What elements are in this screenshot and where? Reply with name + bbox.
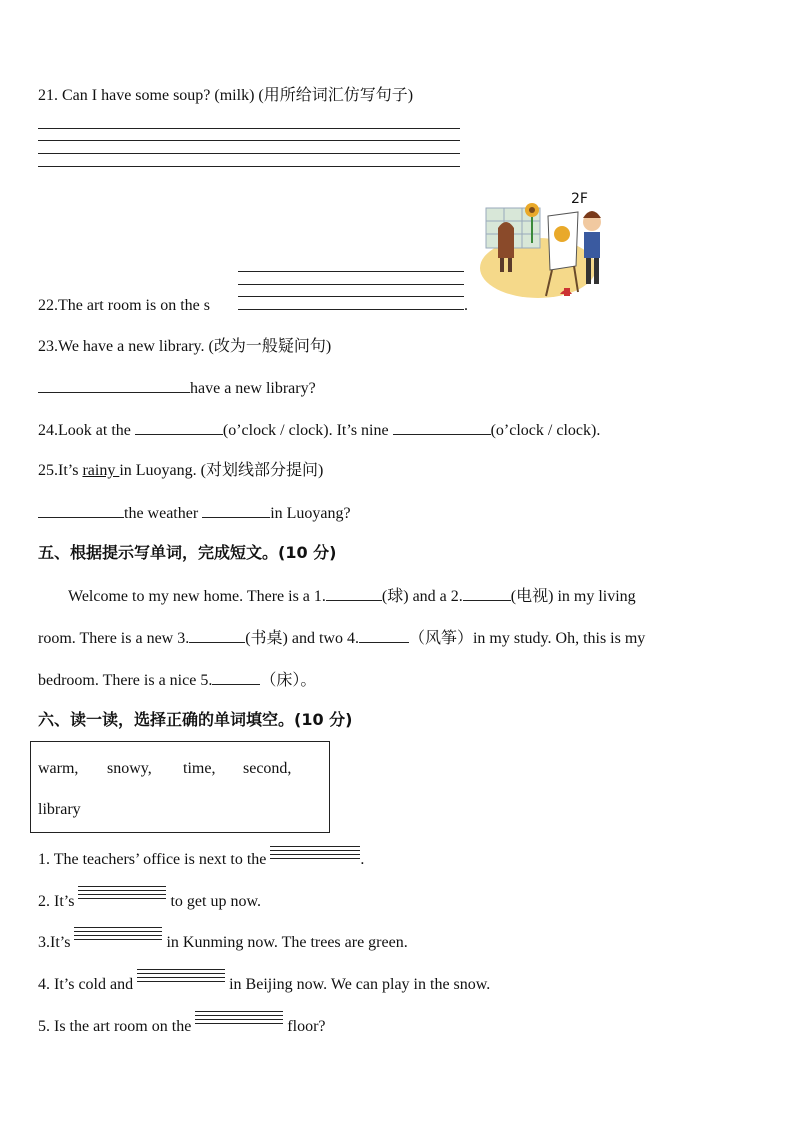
sec6-item-text: 5. Is the art room on the <box>38 1018 196 1035</box>
q22-line <box>38 296 210 316</box>
answer-line[interactable] <box>38 166 460 167</box>
q25-ans-end: in Luoyang? <box>270 505 351 522</box>
q24-part-c: (o’clock / clock). <box>490 422 601 439</box>
sec6-item-text: in Kunming now. The trees are green. <box>162 934 408 951</box>
sec6-item-text: in Beijing now. We can play in the snow. <box>225 976 491 993</box>
answer-blank[interactable] <box>393 420 491 435</box>
sec5-text: Welcome to my new home. There is a 1. <box>68 588 326 605</box>
answer-blank[interactable] <box>189 628 245 643</box>
sec5-text: room. There is a new 3. <box>38 630 190 647</box>
answer-blank[interactable] <box>137 975 225 995</box>
answer-blank[interactable] <box>38 378 190 393</box>
answer-line[interactable] <box>238 309 464 310</box>
q21-number: 21 <box>38 87 54 104</box>
section-6-heading: 六、读一读，选择正确的单词填空。(10 分) <box>38 710 353 729</box>
sec6-item-text: to get up now. <box>166 893 261 910</box>
answer-blank[interactable] <box>212 670 260 685</box>
sec6-item-5 <box>38 1017 326 1037</box>
sec6-item-4 <box>38 975 490 995</box>
sec6-item-text: 2. It’s <box>38 893 79 910</box>
q25-underlined-word: rainy <box>82 462 120 479</box>
sec6-item-text: 3.It’s <box>38 934 75 951</box>
answer-line[interactable] <box>238 271 464 272</box>
word-bank-item: snowy, <box>107 760 152 777</box>
q24-part-b: (o’clock / clock). It’s nine <box>222 422 393 439</box>
answer-blank[interactable] <box>135 420 223 435</box>
answer-blank[interactable] <box>202 503 270 518</box>
q25-answer-line <box>38 503 351 524</box>
answer-blank[interactable] <box>38 503 124 518</box>
word-bank-item: library <box>38 801 81 818</box>
sec5-text: (电视) in my living <box>510 588 636 605</box>
sec5-text: bedroom. There is a nice 5. <box>38 672 213 689</box>
q25-pre: 25.It’s <box>38 462 83 479</box>
sec5-paragraph-line-2 <box>38 628 645 649</box>
sec5-text: (书桌) and two 4. <box>245 630 359 647</box>
sec6-item-3 <box>38 933 408 953</box>
q23-answer-line <box>38 378 316 399</box>
answer-line[interactable] <box>238 296 464 297</box>
q24-part-a: 24.Look at the <box>38 422 135 439</box>
art-room-picture <box>478 188 610 308</box>
answer-blank[interactable] <box>359 628 409 643</box>
answer-line[interactable] <box>38 128 460 129</box>
sec5-text: （风筝）in my study. Oh, this is my <box>408 630 646 647</box>
answer-line[interactable] <box>38 140 460 141</box>
answer-blank[interactable] <box>270 850 360 870</box>
answer-blank[interactable] <box>195 1017 283 1037</box>
section-5-heading: 五、根据提示写单词，完成短文。(10 分) <box>38 543 337 562</box>
q22-text: 22.The art room is on the s <box>38 297 210 314</box>
q24-line <box>38 420 600 441</box>
q21-text: . Can I have some soup? (milk) (用所给词汇仿写句子) <box>54 87 414 104</box>
sec6-item-text: 4. It’s cold and <box>38 976 138 993</box>
sec6-item-1 <box>38 850 364 870</box>
sec6-item-2 <box>38 892 261 912</box>
sec6-item-text: floor? <box>283 1018 326 1035</box>
answer-blank[interactable] <box>74 933 162 953</box>
q22-period: . <box>464 297 468 314</box>
sec6-item-text: 1. The teachers’ office is next to the <box>38 851 271 868</box>
q23-answer-tail: have a new library? <box>190 380 316 397</box>
word-bank-item: second, <box>243 760 292 777</box>
word-bank-item: warm, <box>38 760 79 777</box>
sec6-item-text: . <box>360 851 365 868</box>
q21-line <box>38 86 413 106</box>
answer-blank[interactable] <box>463 586 511 601</box>
answer-blank[interactable] <box>78 892 166 912</box>
answer-blank[interactable] <box>326 586 382 601</box>
sec5-paragraph-line-1 <box>68 586 636 607</box>
sec5-paragraph-line-3 <box>38 670 316 691</box>
q25-line <box>38 461 323 481</box>
sec5-text: (球) and a 2. <box>381 588 463 605</box>
q25-post: in Luoyang. (对划线部分提问) <box>119 462 324 479</box>
sec5-text: （床）。 <box>260 672 317 689</box>
word-bank-item: time, <box>183 760 216 777</box>
floor-label: 2F <box>571 191 588 207</box>
word-bank-box <box>30 741 330 833</box>
art-room-illustration-icon <box>478 188 610 308</box>
answer-line[interactable] <box>238 284 464 285</box>
answer-line[interactable] <box>38 153 460 154</box>
q23-line: 23.We have a new library. (改为一般疑问句) <box>38 338 332 355</box>
q25-ans-mid: the weather <box>124 505 203 522</box>
